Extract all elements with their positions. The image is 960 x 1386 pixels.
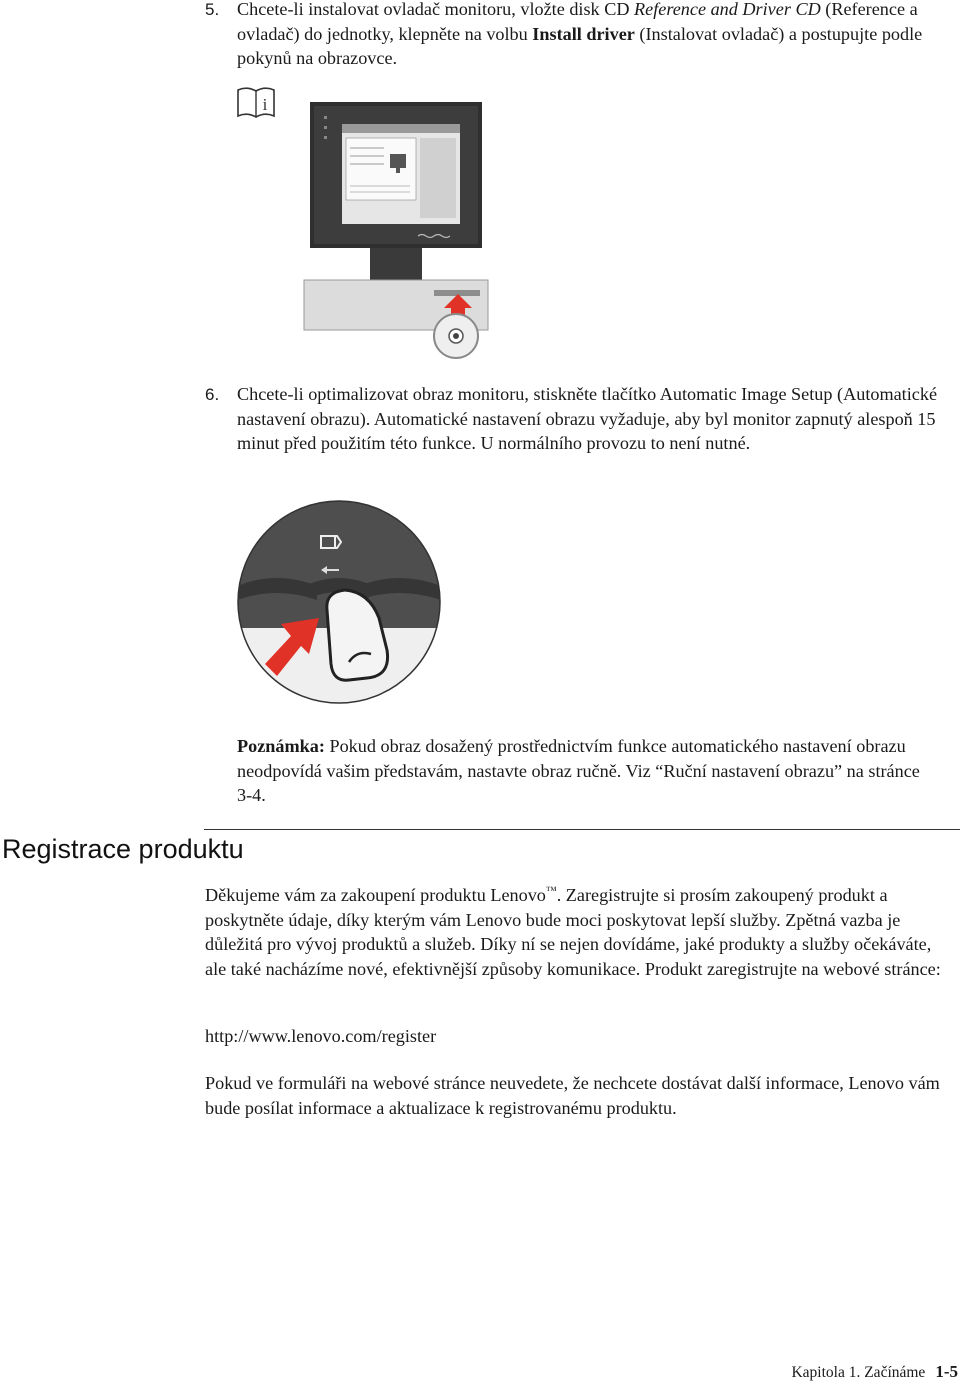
button-press-illustration <box>237 500 441 704</box>
cd-title: Reference and Driver CD <box>634 0 821 19</box>
step-6-text: Chcete-li optimalizovat obraz monitoru, stiskněte tlačítko Automatic Image Setup (Automatické nastavení obrazu). Automatické nastavení obrazu vyžaduje, aby byl monitor zapnutý alespoň 15 minut před použitím této funkce. U normálního provozu to není nutné. <box>237 384 938 453</box>
registration-text-cont: . Zaregistrujte si prosím zakoupený produkt a poskytněte údaje, díky kterým vám Lenovo bude moci poskytovat lepší služby. Zpětná vazba je důležitá pro vývoj produktů a služeb. Díky ní se nejen dovídáme, jaké produkty a služby očekáváte, ale také nacházíme nové, efektivnější způsoby komunikace. Produkt zaregistrujte na webové stránce: <box>205 885 941 979</box>
step-5-text <box>237 0 957 71</box>
note-text: Pokud obraz dosažený prostřednictvím funkce automatického nastavení obrazu neodpovídá vašim představám, nastavte obraz ručně. Viz “Ruční nastavení obrazu” na stránce 3-4. <box>237 736 920 805</box>
step-5-text-part: Chcete-li instalovat ovladač monitoru, vložte disk CD <box>237 0 635 19</box>
note-label: Poznámka: <box>237 736 325 756</box>
step-5-text-part: (Reference a ovladač) do jednotky, klepněte na volbu <box>237 0 918 44</box>
info-book-icon <box>236 86 276 120</box>
install-driver-label: Install driver <box>532 23 635 44</box>
section-divider <box>204 829 960 830</box>
registration-text: Děkujeme vám za zakoupení produktu Lenovo <box>205 885 546 905</box>
monitor-cd-illustration <box>300 98 490 360</box>
note <box>237 734 937 808</box>
registration-paragraph <box>205 879 950 981</box>
step-5-text-part: (Instalovat ovladač) a postupujte podle pokynů na obrazovce. <box>237 23 923 68</box>
registration-url[interactable]: http://www.lenovo.com/register <box>205 1026 437 1046</box>
step-6-number: 6. <box>205 385 220 404</box>
page-footer <box>791 1362 958 1382</box>
step-5-number: 5. <box>205 0 220 19</box>
info-glyph: i <box>262 95 268 114</box>
trademark-symbol: ™ <box>545 885 557 897</box>
page-number: 1-5 <box>935 1362 958 1381</box>
info-paragraph: Pokud ve formuláři na webové stránce neuvedete, že nechcete dostávat další informace, Lenovo vám bude posílat informace a aktualizace k registrovanému produktu. <box>205 1073 940 1118</box>
chapter-label: Kapitola 1. Začínáme <box>791 1364 926 1381</box>
section-title: Registrace produktu <box>2 834 244 864</box>
